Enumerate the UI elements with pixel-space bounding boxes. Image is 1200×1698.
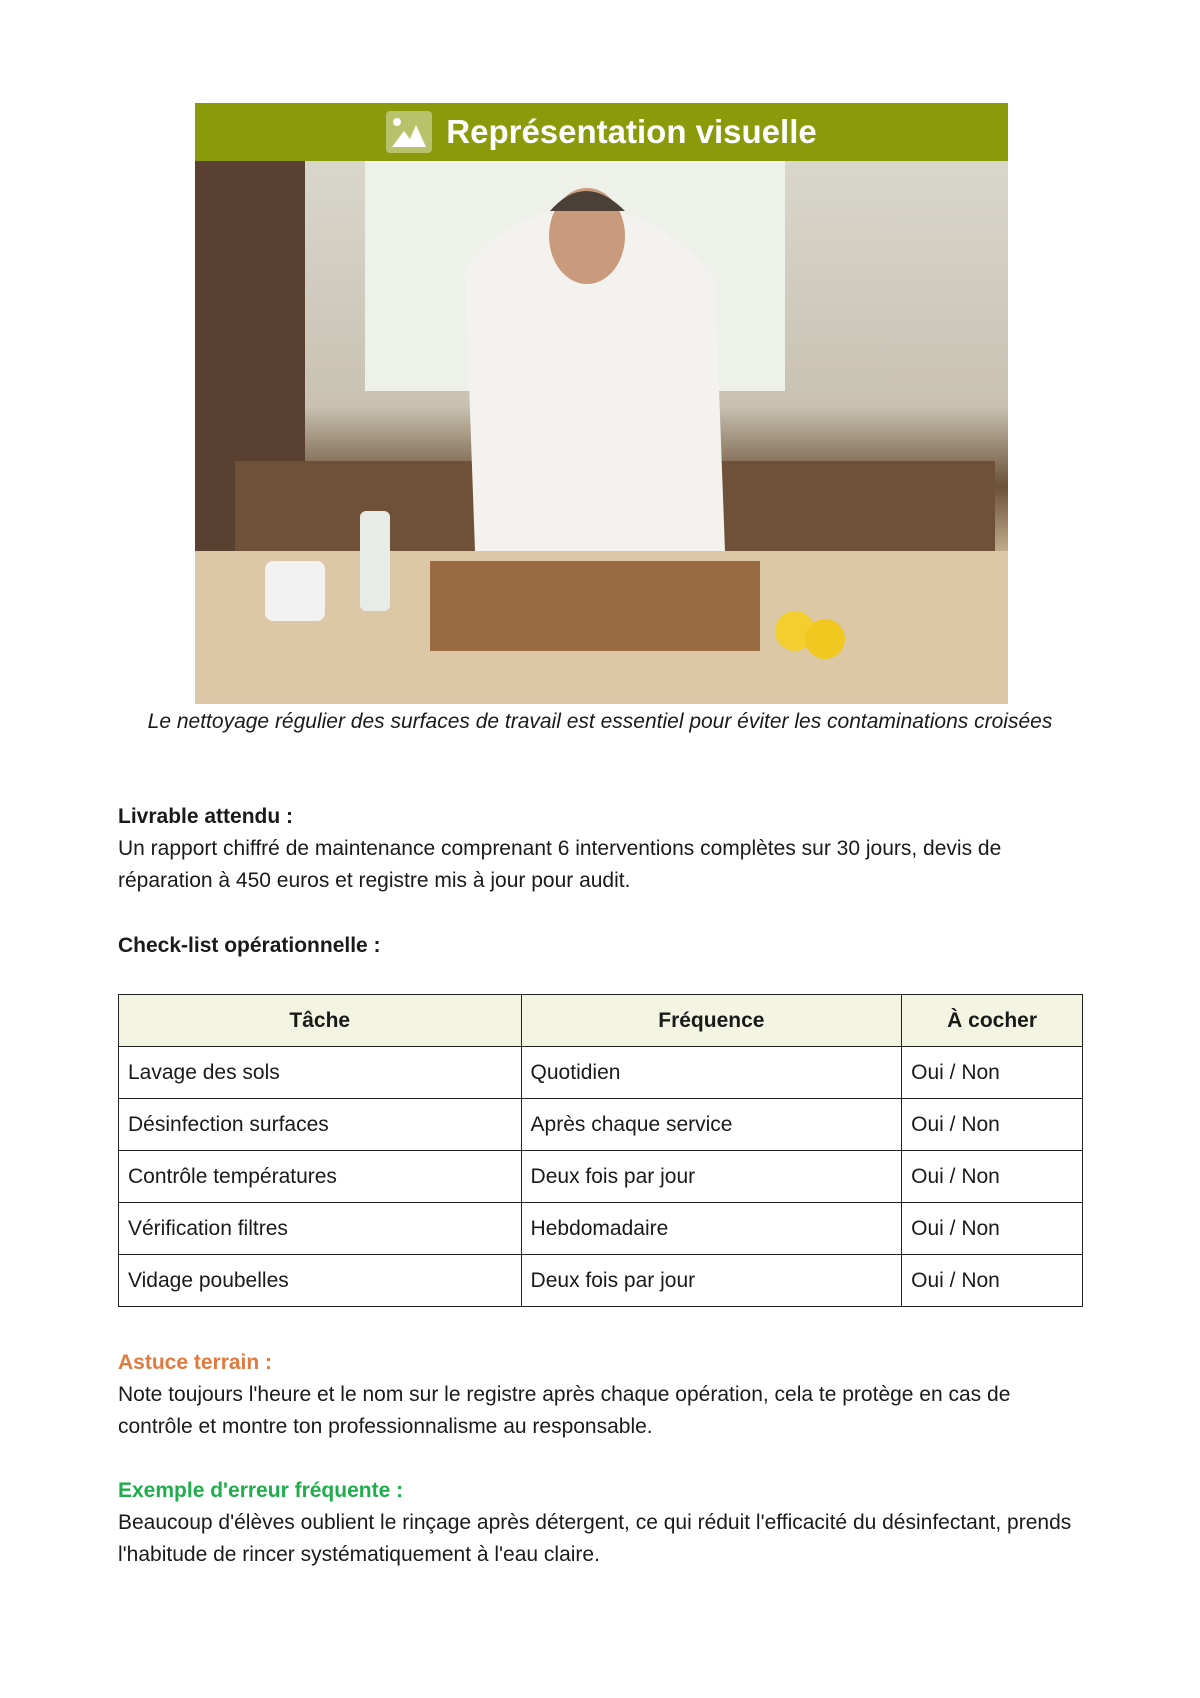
image-icon [386, 111, 432, 153]
check-cell[interactable]: Oui / Non [902, 1151, 1083, 1203]
table-header-row [119, 995, 1083, 1047]
check-cell[interactable]: Oui / Non [902, 1203, 1083, 1255]
frequency-cell: Après chaque service [521, 1099, 902, 1151]
erreur-heading: Exemple d'erreur fréquente : [118, 1479, 404, 1502]
checklist-heading: Check-list opérationnelle : [118, 934, 381, 957]
erreur-section [118, 1475, 1088, 1571]
photo-caption: Le nettoyage régulier des surfaces de travail est essentiel pour éviter les contaminations croisées [147, 710, 1053, 733]
section-banner [195, 103, 1008, 161]
task-cell: Vérification filtres [119, 1203, 522, 1255]
frequency-cell: Deux fois par jour [521, 1151, 902, 1203]
livrable-text: Un rapport chiffré de maintenance comprenant 6 interventions complètes sur 30 jours, devis de réparation à 450 euros et registre mis à jour pour audit. [118, 837, 1002, 892]
banner-title: Représentation visuelle [446, 113, 817, 150]
table-row [119, 1203, 1083, 1255]
erreur-text: Beaucoup d'élèves oublient le rinçage après détergent, ce qui réduit l'efficacité du désinfectant, prends l'habitude de rincer systématiquement à l'eau claire. [118, 1511, 1072, 1566]
frequency-cell: Hebdomadaire [521, 1203, 902, 1255]
check-cell[interactable]: Oui / Non [902, 1099, 1083, 1151]
frequency-cell: Quotidien [521, 1047, 902, 1099]
task-cell: Désinfection surfaces [119, 1099, 522, 1151]
header-a-cocher: À cocher [902, 995, 1083, 1047]
frequency-cell: Deux fois par jour [521, 1255, 902, 1307]
astuce-heading: Astuce terrain : [118, 1351, 273, 1374]
check-cell[interactable]: Oui / Non [902, 1047, 1083, 1099]
check-cell[interactable]: Oui / Non [902, 1255, 1083, 1307]
table-row [119, 1151, 1083, 1203]
livrable-section [118, 801, 1088, 897]
astuce-text: Note toujours l'heure et le nom sur le registre après chaque opération, cela te protège en cas de contrôle et montre ton professionnalisme au responsable. [118, 1383, 1011, 1438]
task-cell: Contrôle températures [119, 1151, 522, 1203]
astuce-section [118, 1347, 1088, 1443]
chef-cleaning-photo [195, 161, 1008, 704]
header-tache: Tâche [119, 995, 522, 1047]
table-row [119, 1099, 1083, 1151]
table-row [119, 1047, 1083, 1099]
header-frequence: Fréquence [521, 995, 902, 1047]
table-row [119, 1255, 1083, 1307]
task-cell: Lavage des sols [119, 1047, 522, 1099]
task-cell: Vidage poubelles [119, 1255, 522, 1307]
checklist-table [118, 994, 1083, 1307]
livrable-heading: Livrable attendu : [118, 805, 294, 828]
